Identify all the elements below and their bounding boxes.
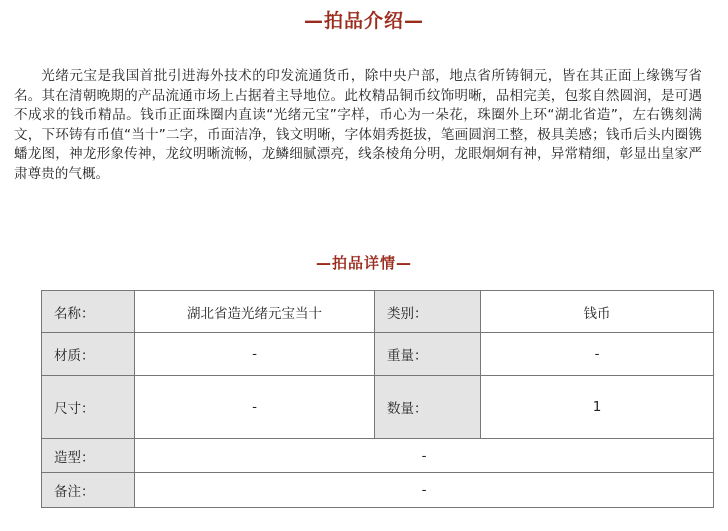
- quantity-value: 1: [481, 376, 714, 439]
- weight-value: -: [481, 333, 714, 376]
- category-value: 钱币: [481, 291, 714, 333]
- material-value: -: [135, 333, 375, 376]
- size-label: 尺寸：: [42, 376, 135, 439]
- category-label: 类别：: [375, 291, 481, 333]
- quantity-label: 数量：: [375, 376, 481, 439]
- shape-value: -: [135, 439, 714, 473]
- details-row-name: [42, 291, 714, 333]
- intro-paragraph: 光绪元宝是我国首批引进海外技术的印发流通货币，除中央户部，地点省所铸铜元，皆在其正面上缘镌写省名。其在清朝晚期的产品流通市场上占据着主导地位。此枚精品铜币纹饰明晰，品相完美，包浆自然圆润，是可遇不成求的钱币精品。钱币正面珠圈内直读“光绪元宝”字样，币心为一朵花，珠圈外上环“湖北省造”，左右镌刻满文，下环铸有币值“当十”二字，币面洁净，钱文明晰，字体娟秀挺拔，笔画圆润工整，极具美感；钱币后头内圈镌蟠龙图，神龙形象传神，龙纹明晰流畅，龙鳞细腻漂亮，线条棱角分明，龙眼炯炯有神，异常精细，彰显出皇家严肃尊贵的气概。: [14, 68, 702, 182]
- details-row-shape: [42, 439, 714, 473]
- name-value: 湖北省造光绪元宝当十: [135, 291, 375, 333]
- details-row-material: [42, 333, 714, 376]
- material-label: 材质：: [42, 333, 135, 376]
- remark-value: -: [135, 473, 714, 508]
- size-value: -: [135, 376, 375, 439]
- details-table: [41, 290, 714, 508]
- remark-label: 备注：: [42, 473, 135, 508]
- name-label: 名称：: [42, 291, 135, 333]
- intro-section-title: —拍品介绍—: [303, 10, 424, 32]
- details-row-remark: [42, 473, 714, 508]
- details-section-title: —拍品详情—: [315, 254, 412, 272]
- weight-label: 重量：: [375, 333, 481, 376]
- details-row-size: [42, 376, 714, 439]
- shape-label: 造型：: [42, 439, 135, 473]
